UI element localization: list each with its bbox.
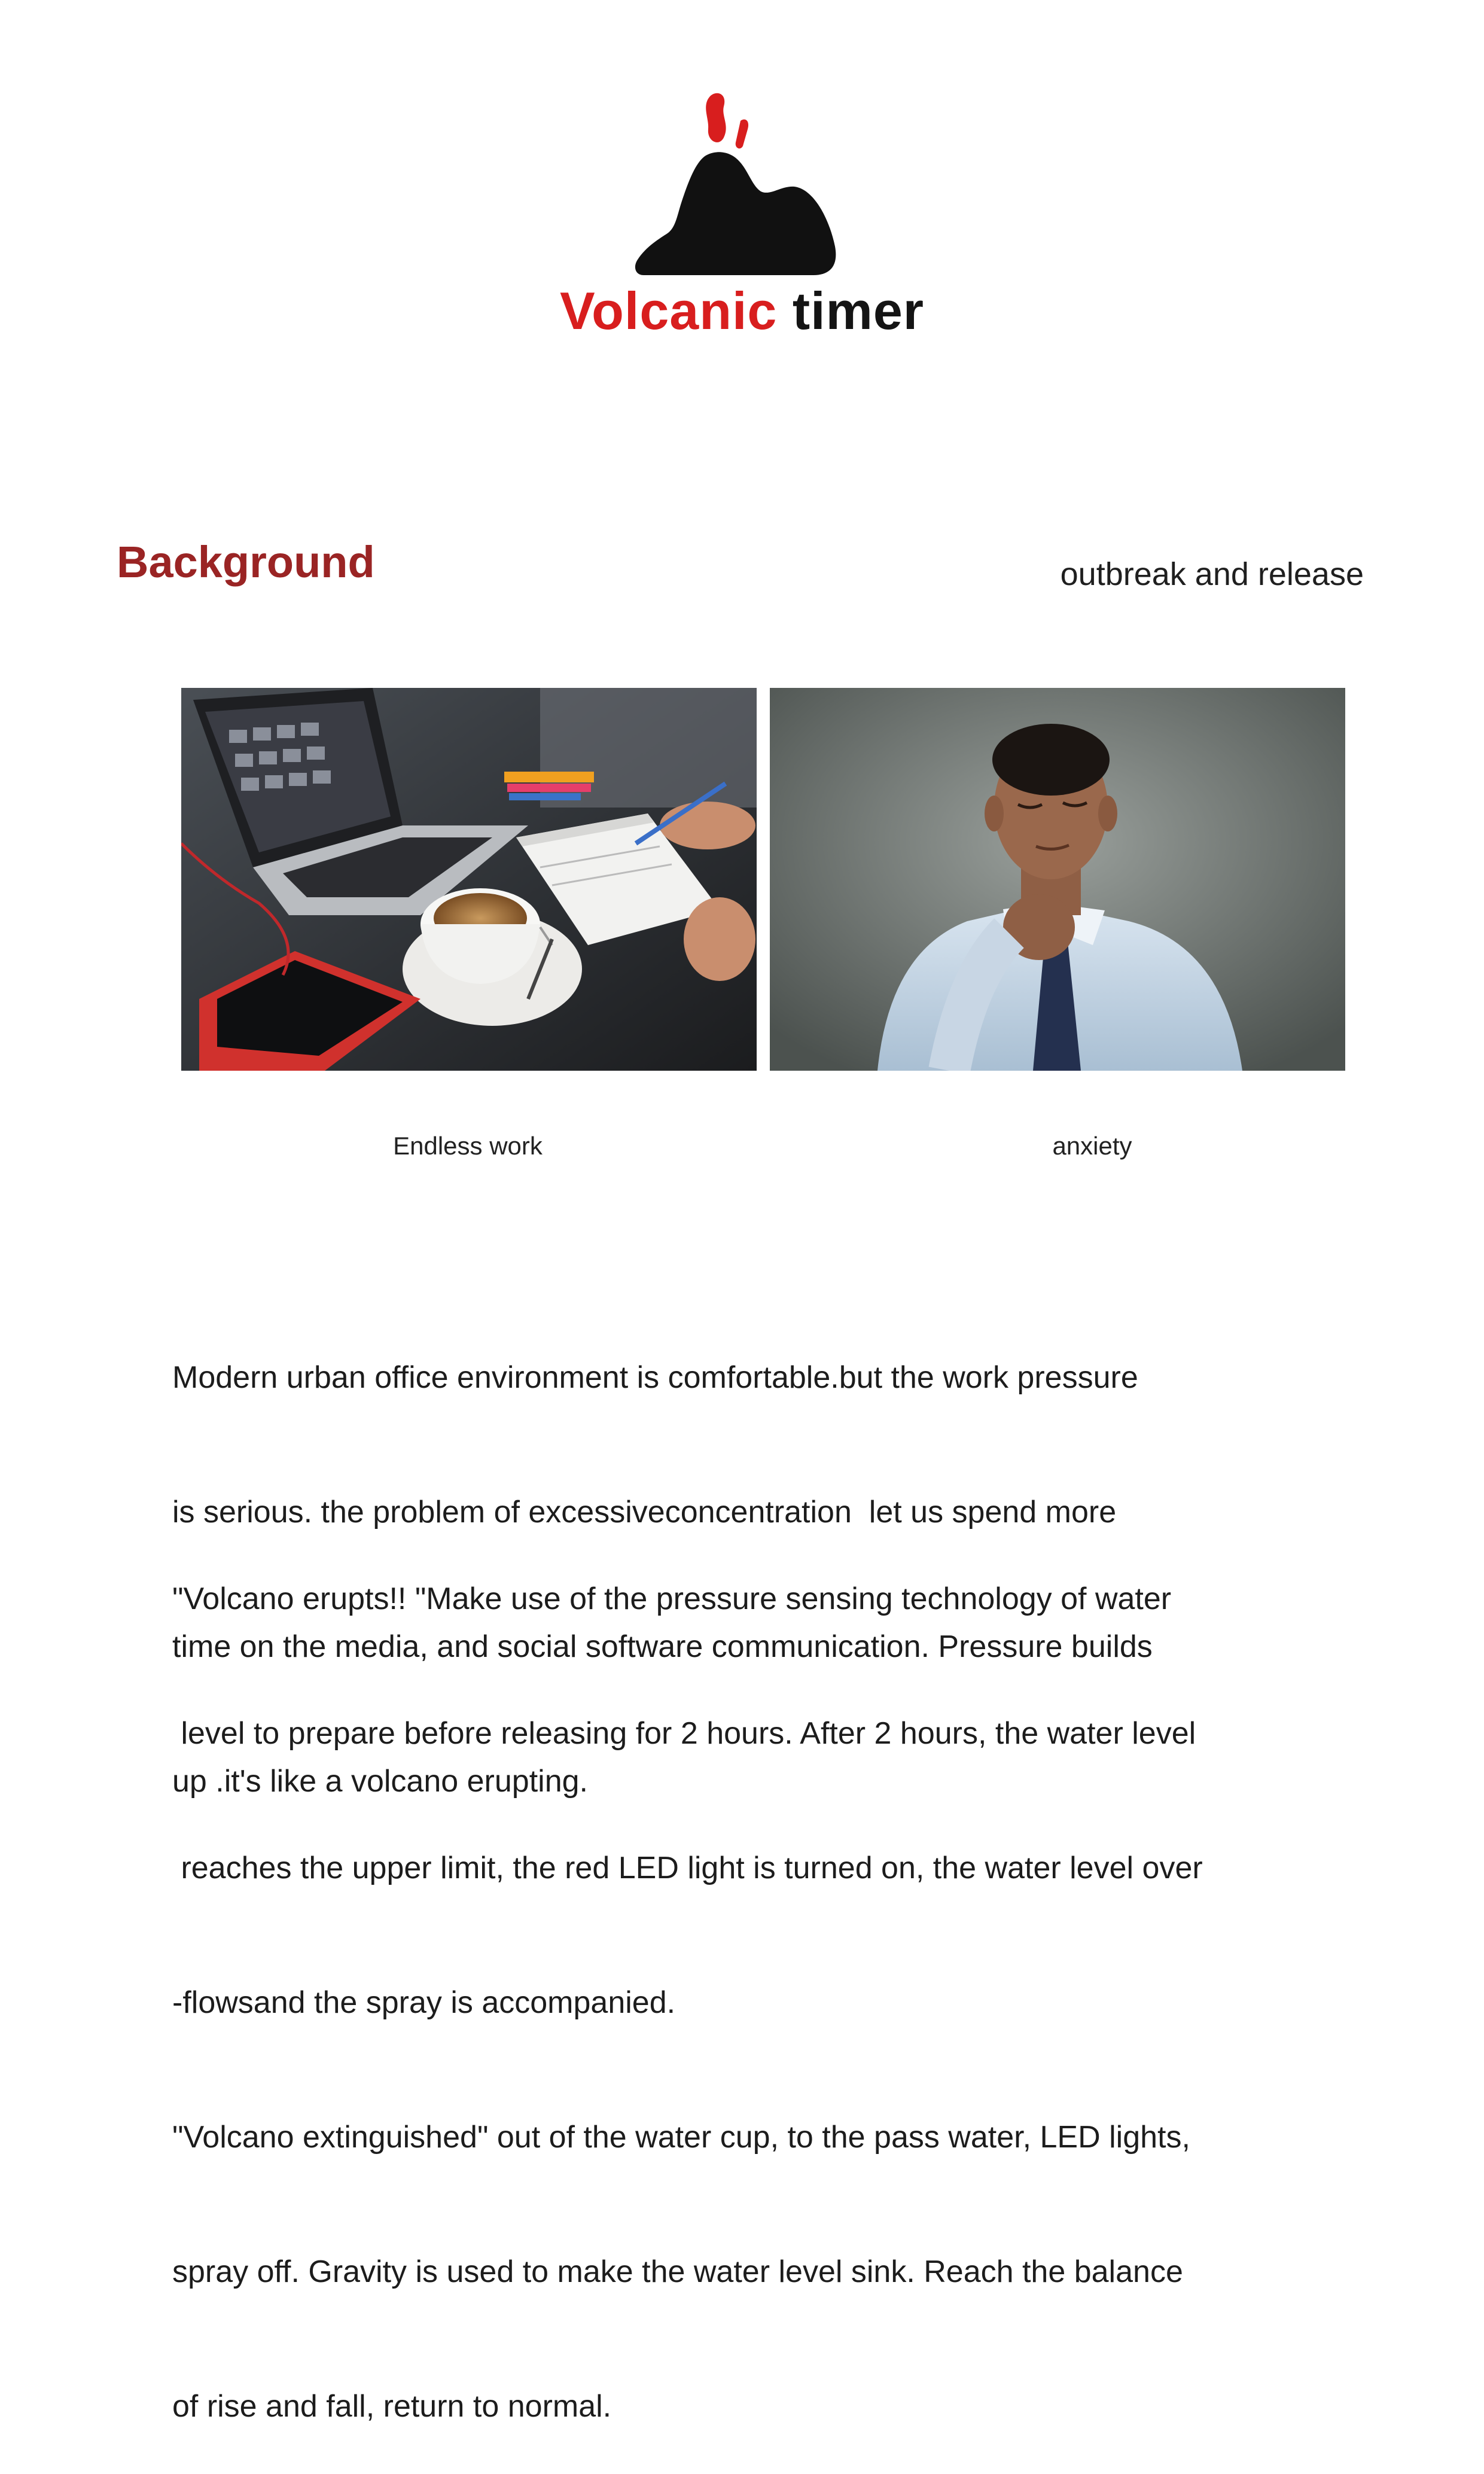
paragraph-line: time on the media, and social software communication. Pressure builds	[172, 1629, 1153, 1664]
paragraph-line: level to prepare before releasing for 2 hours. After 2 hours, the water level	[172, 1716, 1196, 1751]
lava-spurt-large	[706, 93, 726, 142]
lava-spurt-small	[736, 120, 748, 149]
section-title: Background	[117, 537, 375, 587]
caption-endless-work: Endless work	[393, 1132, 543, 1160]
paragraph-line: spray off. Gravity is used to make the water level sink. Reach the balance	[172, 2254, 1183, 2289]
paragraph-line: of rise and fall, return to normal.	[172, 2389, 612, 2424]
caption-anxiety: anxiety	[1052, 1132, 1132, 1160]
logo-word-timer: timer	[792, 281, 925, 340]
paragraph-line: reaches the upper limit, the red LED light is turned on, the water level over	[172, 1851, 1203, 1885]
paragraph-line: "Volcano extinguished" out of the water cup, to the pass water, LED lights,	[172, 2120, 1190, 2155]
volcano-icon	[634, 90, 837, 281]
paragraph-line: is serious. the problem of excessiveconcentration let us spend more	[172, 1495, 1117, 1530]
paragraph-line: up .it's like a volcano erupting.	[172, 1764, 588, 1799]
paragraph-mechanism	[172, 1487, 1369, 2474]
anxious-man-photo	[770, 688, 1345, 1071]
paragraph-line: Modern urban office environment is comfortable.but the work pressure	[172, 1360, 1138, 1395]
logo-title	[0, 275, 1484, 347]
logo-word-volcanic: Volcanic	[559, 281, 778, 340]
volcano-mountain	[635, 152, 836, 275]
paragraph-line: "Volcano erupts!! "Make use of the pressure sensing technology of water	[172, 1582, 1172, 1616]
paragraph-line: -flowsand the spray is accompanied.	[172, 1985, 676, 2020]
laptop-coffee-photo	[181, 688, 757, 1071]
section-subtitle: outbreak and release	[1060, 556, 1364, 592]
